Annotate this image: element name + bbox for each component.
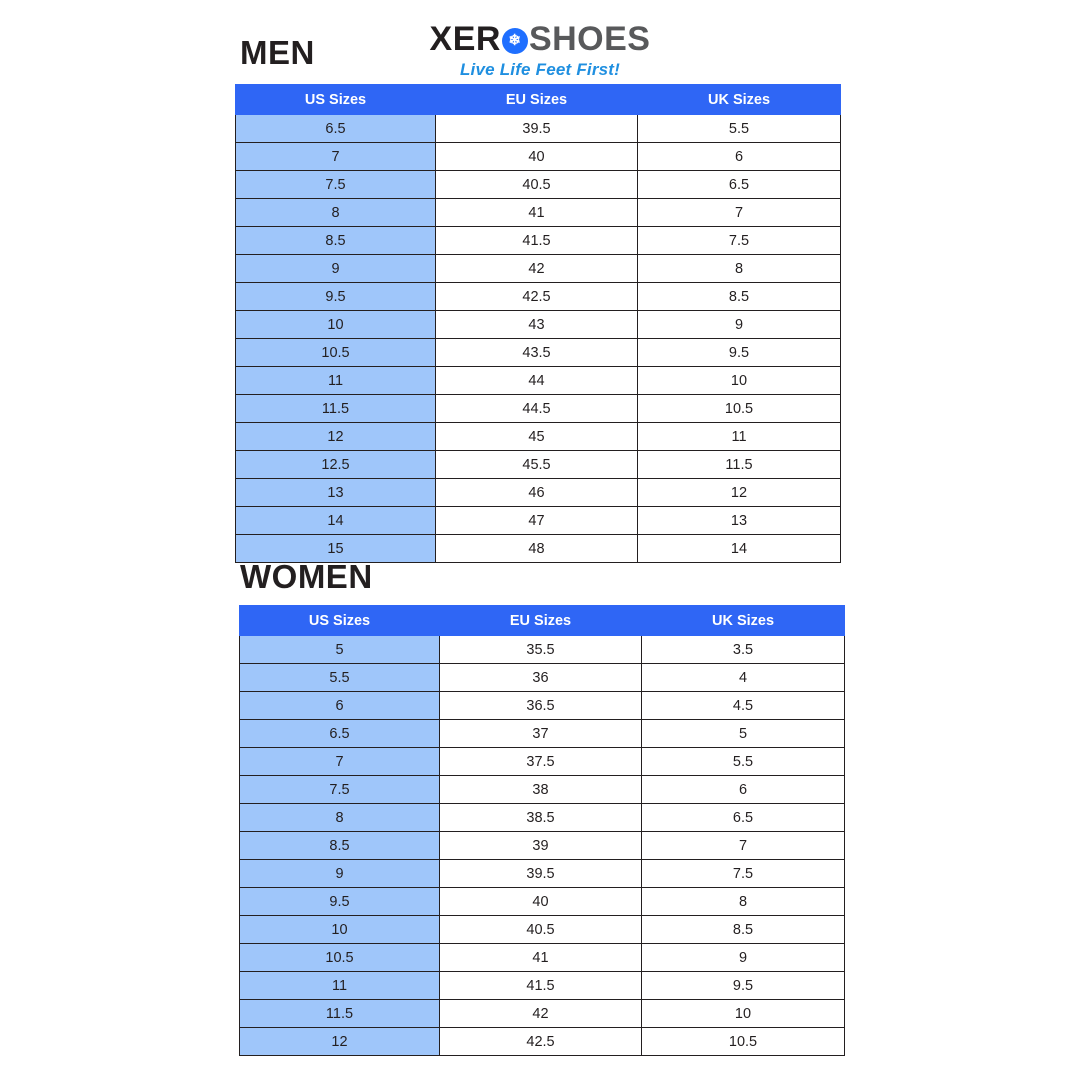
table-row bbox=[236, 479, 841, 507]
cell-eu-size: 41.5 bbox=[436, 227, 638, 255]
cell-uk-size: 4.5 bbox=[642, 692, 845, 720]
cell-us-size: 9 bbox=[236, 255, 436, 283]
cell-eu-size: 40 bbox=[440, 888, 642, 916]
cell-eu-size: 44 bbox=[436, 367, 638, 395]
cell-eu-size: 46 bbox=[436, 479, 638, 507]
cell-eu-size: 43 bbox=[436, 311, 638, 339]
table-row bbox=[236, 227, 841, 255]
cell-us-size: 9.5 bbox=[240, 888, 440, 916]
cell-eu-size: 48 bbox=[436, 535, 638, 563]
cell-us-size: 11.5 bbox=[240, 1000, 440, 1028]
cell-us-size: 6.5 bbox=[236, 115, 436, 143]
cell-uk-size: 5.5 bbox=[638, 115, 841, 143]
cell-eu-size: 41 bbox=[440, 944, 642, 972]
table-row bbox=[236, 451, 841, 479]
cell-eu-size: 41 bbox=[436, 199, 638, 227]
cell-uk-size: 13 bbox=[638, 507, 841, 535]
cell-eu-size: 39.5 bbox=[440, 860, 642, 888]
cell-eu-size: 42 bbox=[436, 255, 638, 283]
brand-wordmark-first: XER bbox=[429, 20, 501, 58]
table-row bbox=[236, 255, 841, 283]
cell-us-size: 5 bbox=[240, 636, 440, 664]
brand-logo bbox=[0, 20, 1080, 80]
cell-eu-size: 42 bbox=[440, 1000, 642, 1028]
table-header-row bbox=[236, 85, 841, 115]
cell-eu-size: 36.5 bbox=[440, 692, 642, 720]
cell-uk-size: 14 bbox=[638, 535, 841, 563]
cell-eu-size: 39.5 bbox=[436, 115, 638, 143]
cell-eu-size: 43.5 bbox=[436, 339, 638, 367]
table-row bbox=[236, 115, 841, 143]
cell-us-size: 12.5 bbox=[236, 451, 436, 479]
cell-eu-size: 38.5 bbox=[440, 804, 642, 832]
table-row bbox=[236, 283, 841, 311]
cell-eu-size: 39 bbox=[440, 832, 642, 860]
cell-eu-size: 37.5 bbox=[440, 748, 642, 776]
cell-us-size: 10 bbox=[236, 311, 436, 339]
cell-uk-size: 5 bbox=[642, 720, 845, 748]
table-row bbox=[240, 776, 845, 804]
cell-us-size: 6 bbox=[240, 692, 440, 720]
cell-eu-size: 45 bbox=[436, 423, 638, 451]
section-title-men: MEN bbox=[240, 34, 315, 71]
cell-us-size: 9.5 bbox=[236, 283, 436, 311]
cell-us-size: 7 bbox=[236, 143, 436, 171]
cell-us-size: 8 bbox=[236, 199, 436, 227]
cell-eu-size: 40 bbox=[436, 143, 638, 171]
cell-us-size: 10 bbox=[240, 916, 440, 944]
footprint-icon: ❄ bbox=[502, 28, 528, 54]
cell-us-size: 5.5 bbox=[240, 664, 440, 692]
cell-eu-size: 41.5 bbox=[440, 972, 642, 1000]
cell-uk-size: 11 bbox=[638, 423, 841, 451]
cell-eu-size: 44.5 bbox=[436, 395, 638, 423]
column-header-uk: UK Sizes bbox=[638, 85, 841, 115]
table-row bbox=[236, 171, 841, 199]
table-row bbox=[236, 367, 841, 395]
column-header-uk: UK Sizes bbox=[642, 606, 845, 636]
table-row bbox=[240, 664, 845, 692]
cell-uk-size: 5.5 bbox=[642, 748, 845, 776]
cell-eu-size: 36 bbox=[440, 664, 642, 692]
cell-uk-size: 11.5 bbox=[638, 451, 841, 479]
table-row bbox=[240, 1028, 845, 1056]
table-row bbox=[240, 636, 845, 664]
cell-uk-size: 12 bbox=[638, 479, 841, 507]
table-row bbox=[240, 1000, 845, 1028]
table-row bbox=[236, 311, 841, 339]
size-table-men bbox=[235, 84, 841, 563]
table-row bbox=[240, 720, 845, 748]
cell-eu-size: 37 bbox=[440, 720, 642, 748]
cell-uk-size: 8 bbox=[638, 255, 841, 283]
cell-uk-size: 6 bbox=[638, 143, 841, 171]
column-header-us: US Sizes bbox=[240, 606, 440, 636]
cell-uk-size: 8 bbox=[642, 888, 845, 916]
table-row bbox=[240, 804, 845, 832]
cell-uk-size: 6.5 bbox=[638, 171, 841, 199]
cell-us-size: 15 bbox=[236, 535, 436, 563]
cell-uk-size: 3.5 bbox=[642, 636, 845, 664]
cell-eu-size: 42.5 bbox=[436, 283, 638, 311]
cell-us-size: 7 bbox=[240, 748, 440, 776]
brand-wordmark-second: SHOES bbox=[528, 20, 651, 58]
cell-uk-size: 7.5 bbox=[638, 227, 841, 255]
cell-us-size: 8.5 bbox=[240, 832, 440, 860]
cell-uk-size: 10 bbox=[638, 367, 841, 395]
cell-us-size: 11 bbox=[240, 972, 440, 1000]
cell-us-size: 6.5 bbox=[240, 720, 440, 748]
cell-us-size: 13 bbox=[236, 479, 436, 507]
table-row bbox=[240, 916, 845, 944]
cell-uk-size: 9 bbox=[642, 944, 845, 972]
cell-uk-size: 9.5 bbox=[642, 972, 845, 1000]
cell-us-size: 11 bbox=[236, 367, 436, 395]
table-row bbox=[240, 692, 845, 720]
cell-eu-size: 40.5 bbox=[436, 171, 638, 199]
cell-us-size: 12 bbox=[236, 423, 436, 451]
table-row bbox=[236, 143, 841, 171]
cell-us-size: 10.5 bbox=[240, 944, 440, 972]
table-row bbox=[240, 888, 845, 916]
table-row bbox=[240, 972, 845, 1000]
cell-uk-size: 9 bbox=[638, 311, 841, 339]
cell-us-size: 7.5 bbox=[240, 776, 440, 804]
cell-uk-size: 9.5 bbox=[638, 339, 841, 367]
cell-us-size: 14 bbox=[236, 507, 436, 535]
brand-wordmark bbox=[0, 20, 1080, 58]
cell-eu-size: 35.5 bbox=[440, 636, 642, 664]
cell-uk-size: 8.5 bbox=[642, 916, 845, 944]
column-header-eu: EU Sizes bbox=[440, 606, 642, 636]
cell-eu-size: 47 bbox=[436, 507, 638, 535]
table-header-row bbox=[240, 606, 845, 636]
cell-uk-size: 4 bbox=[642, 664, 845, 692]
cell-eu-size: 45.5 bbox=[436, 451, 638, 479]
cell-uk-size: 8.5 bbox=[638, 283, 841, 311]
cell-us-size: 10.5 bbox=[236, 339, 436, 367]
column-header-eu: EU Sizes bbox=[436, 85, 638, 115]
cell-eu-size: 40.5 bbox=[440, 916, 642, 944]
cell-eu-size: 38 bbox=[440, 776, 642, 804]
cell-uk-size: 10.5 bbox=[638, 395, 841, 423]
cell-uk-size: 10.5 bbox=[642, 1028, 845, 1056]
cell-uk-size: 10 bbox=[642, 1000, 845, 1028]
brand-tagline: Live Life Feet First! bbox=[459, 60, 621, 79]
cell-us-size: 8.5 bbox=[236, 227, 436, 255]
cell-uk-size: 7.5 bbox=[642, 860, 845, 888]
table-row bbox=[240, 832, 845, 860]
cell-uk-size: 6 bbox=[642, 776, 845, 804]
cell-uk-size: 7 bbox=[638, 199, 841, 227]
size-table-women bbox=[239, 605, 845, 1056]
cell-uk-size: 6.5 bbox=[642, 804, 845, 832]
cell-us-size: 8 bbox=[240, 804, 440, 832]
table-row bbox=[240, 860, 845, 888]
cell-us-size: 9 bbox=[240, 860, 440, 888]
table-row bbox=[236, 423, 841, 451]
cell-us-size: 11.5 bbox=[236, 395, 436, 423]
column-header-us: US Sizes bbox=[236, 85, 436, 115]
table-row bbox=[240, 944, 845, 972]
cell-eu-size: 42.5 bbox=[440, 1028, 642, 1056]
cell-uk-size: 7 bbox=[642, 832, 845, 860]
cell-us-size: 7.5 bbox=[236, 171, 436, 199]
table-row bbox=[240, 748, 845, 776]
cell-us-size: 12 bbox=[240, 1028, 440, 1056]
table-row bbox=[236, 339, 841, 367]
table-row bbox=[236, 199, 841, 227]
table-row bbox=[236, 507, 841, 535]
table-row bbox=[236, 395, 841, 423]
section-title-women: WOMEN bbox=[240, 558, 373, 595]
